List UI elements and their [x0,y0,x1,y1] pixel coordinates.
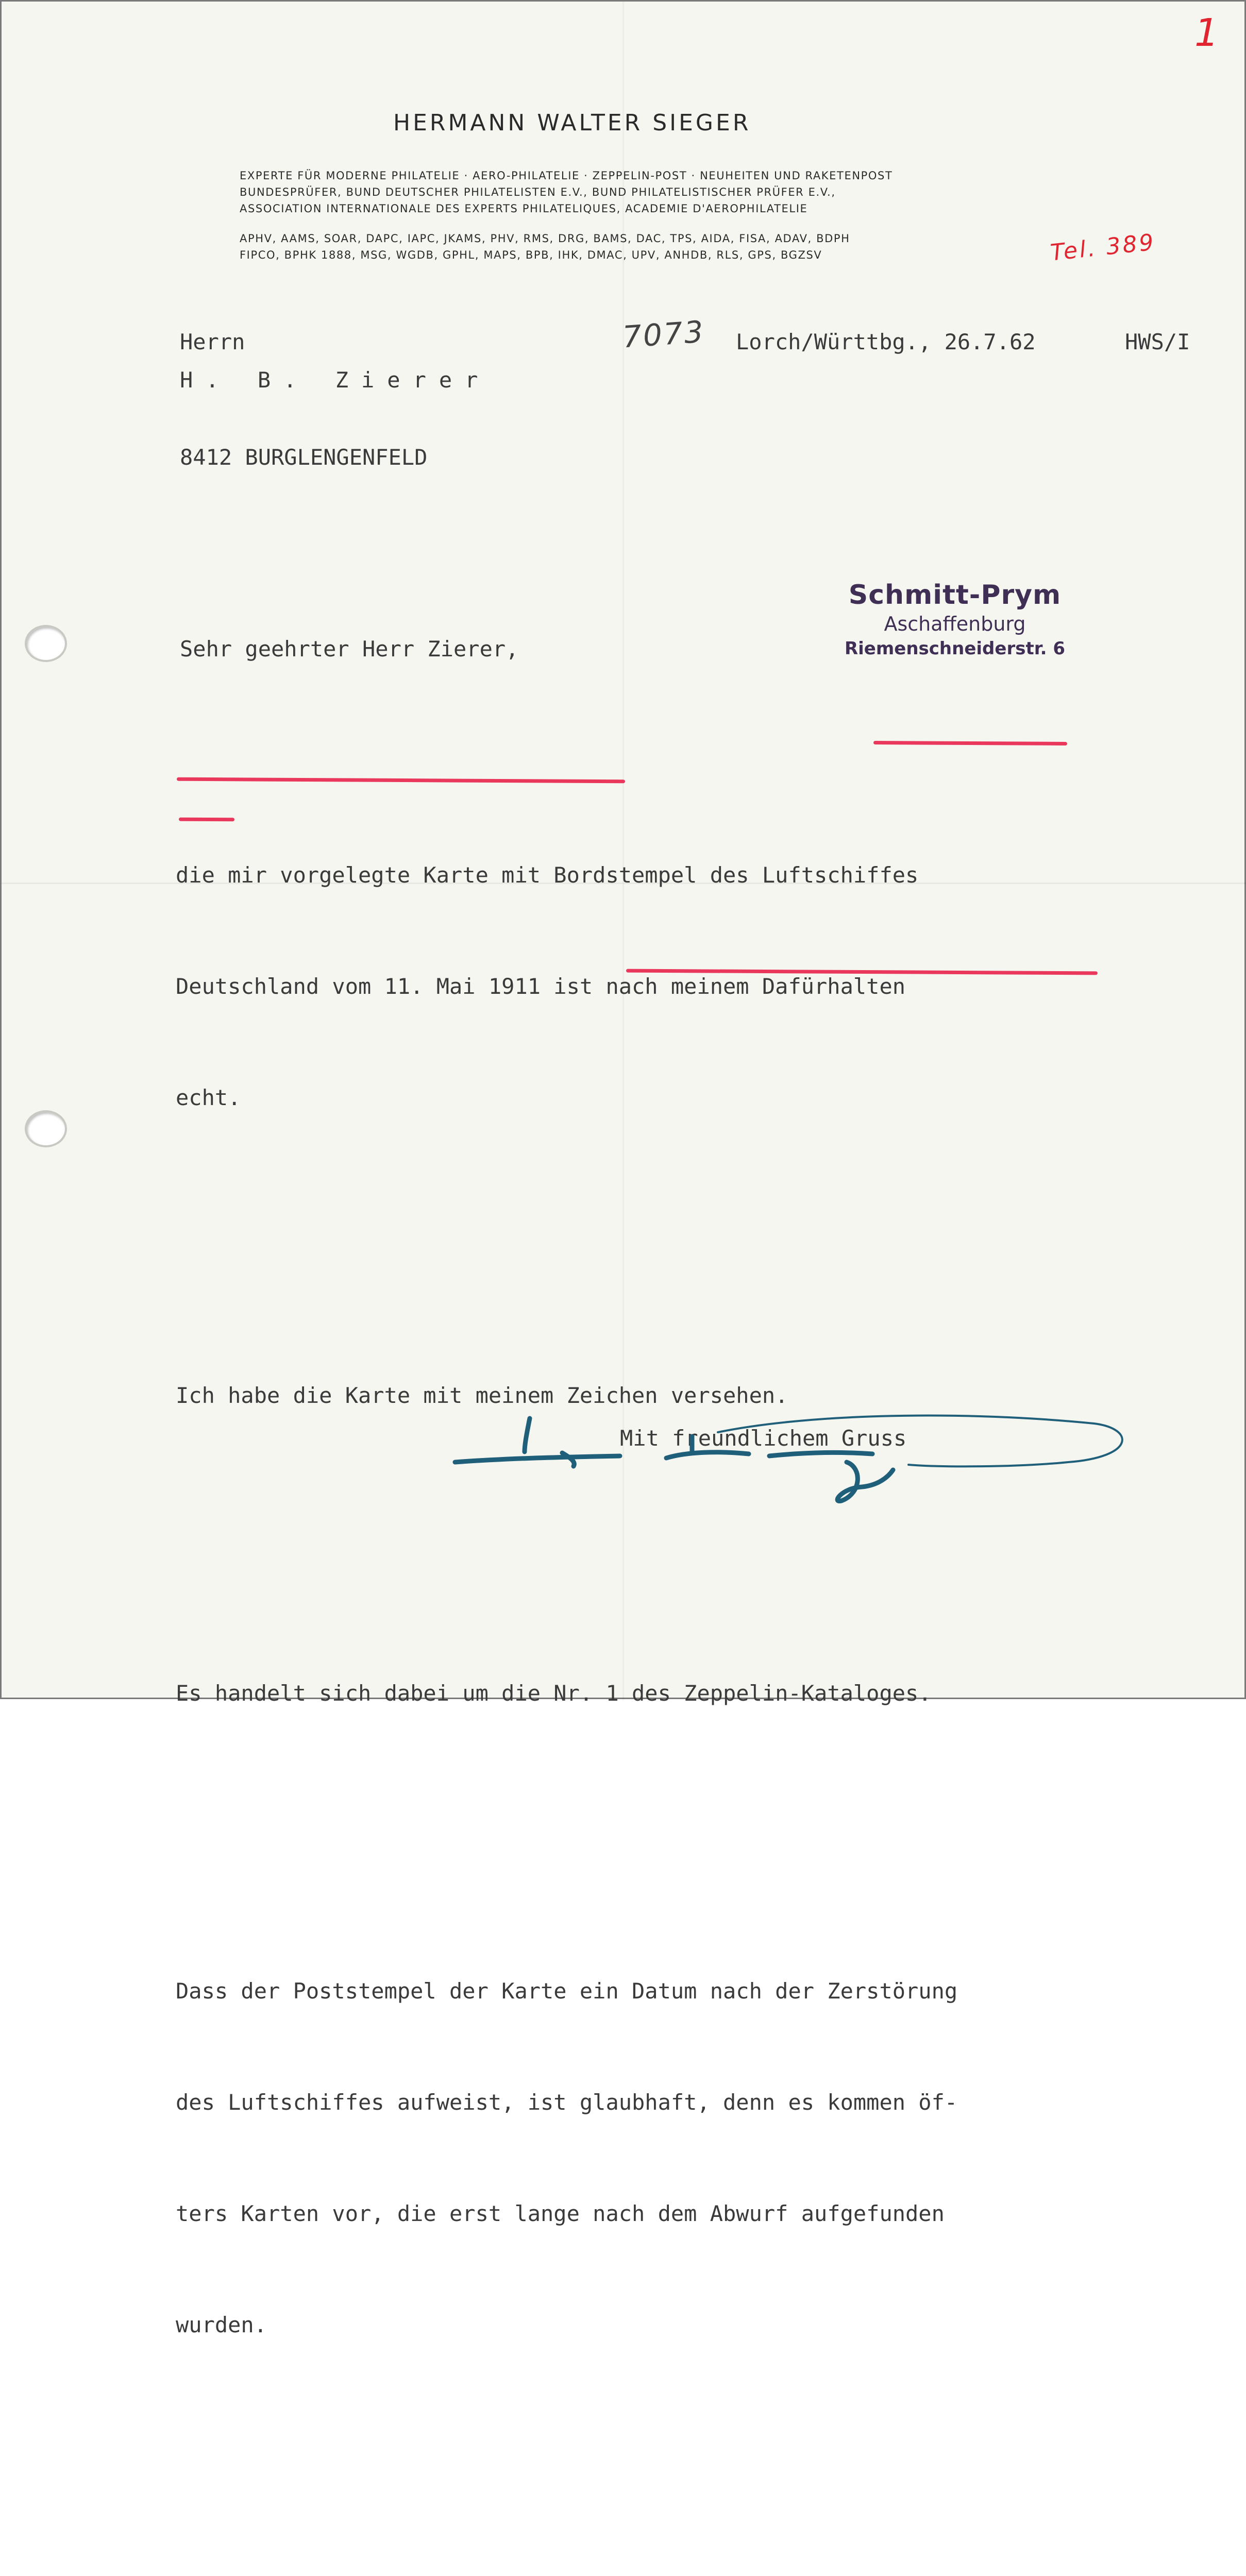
recipient-salutation: Herrn [180,329,245,354]
body-line: des Luftschiffes aufweist, ist glaubhaft, denn es kommen öf- [176,2090,958,2115]
recipient-name: H. B. Zierer [180,367,491,393]
letterhead-name: HERMANN WALTER SIEGER [393,110,751,136]
reference-number-annotation: 7073 [621,314,706,355]
letterhead-memberships: FIPCO, BPHK 1888, MSG, WGDB, GPHL, MAPS, BPB, IHK, DMAC, UPV, ANHDB, RLS, GPS, BGZSV [240,249,822,261]
greeting: Sehr geehrter Herr Zierer, [180,636,519,662]
recipient-city: 8412 BURGLENGENFELD [180,445,428,470]
paragraph-authenticity [176,783,984,1191]
paragraph-postmark [176,1899,984,2418]
body-line: ters Karten vor, die erst lange nach dem Abwurf aufgefunden [176,2201,945,2226]
letterhead-line: BUNDESPRÜFER, BUND DEUTSCHER PHILATELISTEN E.V., BUND PHILATELISTISCHER PRÜFER E.V., [240,186,836,198]
stamp-name: Schmitt-Prym [848,580,1062,611]
letterhead-line: EXPERTE FÜR MODERNE PHILATELIE · AERO-PHILATELIE · ZEPPELIN-POST · NEUHEITEN UND RAKETENPOST [240,170,893,182]
punch-hole-bottom [25,1110,67,1147]
punch-hole-top [25,625,67,662]
tel-annotation: Tel. 389 [1049,229,1157,266]
rubber-stamp [836,580,1073,659]
place-date: Lorch/Württbg., 26.7.62 [736,329,1036,354]
letter-body [176,708,984,2576]
signature [450,1400,1156,1519]
letterhead-details [240,167,1023,263]
letterhead-line: ASSOCIATION INTERNATIONALE DES EXPERTS PHILATELIQUES, ACADEMIE D'AEROPHILATELIE [240,202,808,215]
body-line: Deutschland vom 11. Mai 1911 ist nach meinem Dafürhalten [176,974,906,999]
closing: Mit freundlichem Gruss [620,1426,907,1451]
letterhead-memberships: APHV, AAMS, SOAR, DAPC, IAPC, JKAMS, PHV, RMS, DRG, BAMS, DAC, TPS, AIDA, FISA, ADAV, BDPH [240,232,850,245]
paragraph-catalogue [176,1601,984,1786]
body-line: Ich habe die Karte mit meinem Zeichen versehen. [176,1383,788,1408]
stamp-street: Riemenschneiderstr. 6 [844,638,1066,659]
body-line: die mir vorgelegte Karte mit Bordstempel des Luftschiffes [176,862,919,888]
paragraph-fee [176,2530,984,2576]
body-line: Es handelt sich dabei um die Nr. 1 des Zeppelin-Kataloges. [176,1681,932,1706]
stamp-city: Aschaffenburg [884,613,1026,635]
body-line: echt. [176,1085,241,1110]
body-line: Dass der Poststempel der Karte ein Datum nach der Zerstörung [176,1978,958,2004]
page-number-annotation: 1 [1194,11,1219,55]
body-line: wurden. [176,2312,267,2337]
reference-code: HWS/I [1125,329,1190,354]
red-underline-echt [179,818,234,822]
